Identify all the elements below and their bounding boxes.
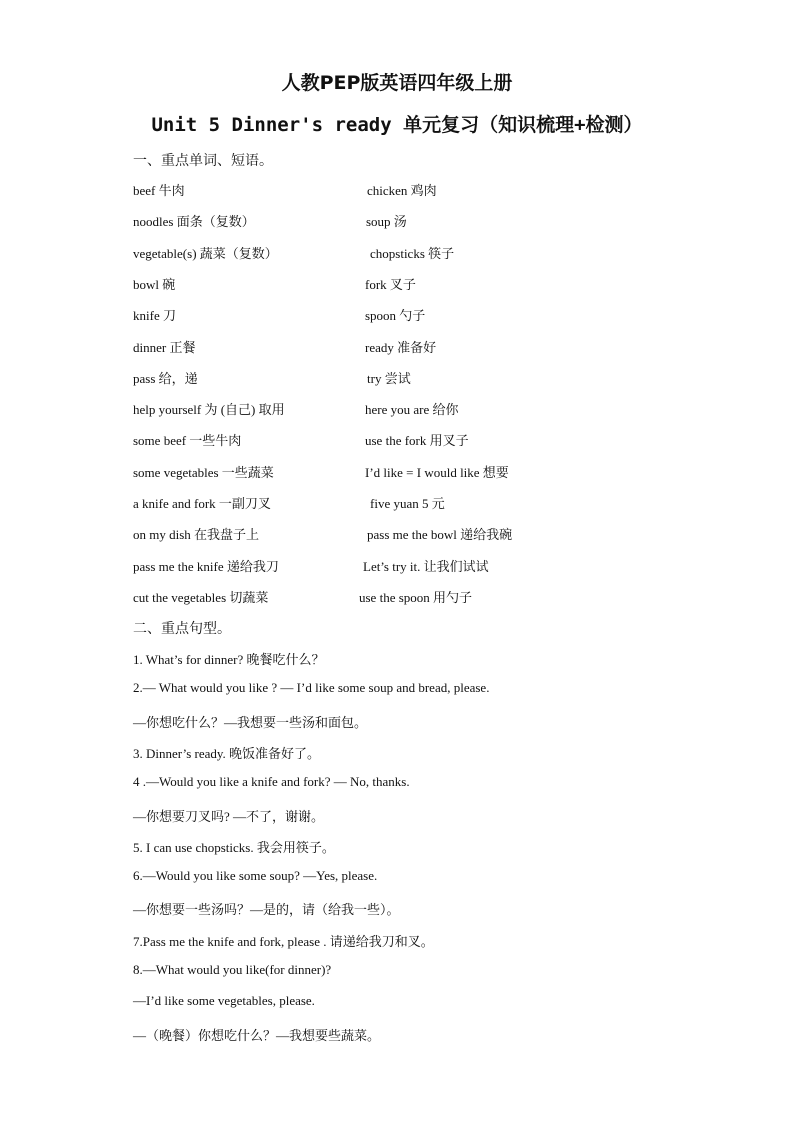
vocab-term-left: pass 给，递 (133, 370, 198, 386)
vocab-term-left: pass me the knife 递给我刀 (133, 558, 279, 574)
vocab-term-right: I’d like = I would like 想要 (365, 464, 509, 480)
document-title: 人教PEP版英语四年级上册 (281, 72, 513, 94)
vocab-row (0, 462, 794, 482)
sentence-line: —你想要刀叉吗? —不了，谢谢。 (133, 808, 325, 824)
vocab-term-right: soup 汤 (366, 214, 407, 230)
vocab-term-left: a knife and fork 一副刀叉 (133, 496, 271, 511)
vocab-term-left: some beef 一些牛肉 (133, 433, 242, 449)
sentence-line: 7.Pass me the knife and fork, please . 请递给我刀和叉。 (133, 933, 434, 949)
vocab-row (0, 180, 794, 200)
vocab-term-right: five yuan 5 元 (370, 496, 445, 511)
vocab-row (0, 587, 794, 607)
document-subtitle: Unit 5 Dinner's ready 单元复习（知识梳理+检测） (151, 114, 643, 136)
vocab-term-right: here you are 给你 (365, 402, 459, 418)
vocab-term-right: ready 准备好 (365, 339, 437, 355)
sentence-line: 6.—Would you like some soup? —Yes, please. (133, 868, 378, 884)
vocab-row (0, 430, 794, 450)
vocab-term-right: try 尝试 (367, 370, 411, 386)
vocab-term-left: beef 牛肉 (133, 183, 185, 198)
vocab-term-left: knife 刀 (133, 308, 176, 324)
vocab-term-right: fork 叉子 (365, 276, 416, 292)
section-heading-sentences: 二、重点句型。 (133, 621, 231, 637)
vocab-term-right: pass me the bowl 递给我碗 (367, 527, 513, 543)
vocab-row (0, 493, 794, 513)
vocab-row (0, 368, 794, 388)
sentence-line: 3. Dinner’s ready. 晚饭准备好了。 (133, 745, 321, 761)
sentence-line: 8.—What would you like(for dinner)? (133, 962, 332, 977)
vocab-term-right: chicken 鸡肉 (367, 183, 437, 198)
sentence-line: 4 .—Would you like a knife and fork? — No, thanks. (133, 774, 410, 790)
vocab-term-left: some vegetables 一些蔬菜 (133, 464, 274, 480)
vocab-term-right: spoon 勺子 (365, 308, 426, 324)
vocab-term-left: vegetable(s) 蔬菜（复数） (133, 245, 278, 261)
vocab-term-right: Let’s try it. 让我们试试 (363, 558, 489, 574)
vocab-term-left: on my dish 在我盘子上 (133, 527, 260, 543)
sentence-line: —你想吃什么？—我想要一些汤和面包。 (133, 714, 368, 730)
vocab-row (0, 243, 794, 263)
vocab-row (0, 399, 794, 419)
vocab-term-right: use the fork 用叉子 (365, 433, 469, 449)
vocab-term-left: help yourself 为 (自己) 取用 (133, 402, 285, 418)
vocab-row (0, 211, 794, 231)
vocab-row (0, 305, 794, 325)
sentence-line: —（晚餐）你想吃什么？—我想要些蔬菜。 (133, 1027, 381, 1043)
sentence-line: 5. I can use chopsticks. 我会用筷子。 (133, 839, 335, 855)
sentence-line: —I’d like some vegetables, please. (133, 993, 315, 1009)
vocab-row (0, 337, 794, 357)
vocab-term-right: chopsticks 筷子 (370, 245, 455, 261)
vocab-term-left: bowl 碗 (133, 276, 176, 292)
vocab-term-left: dinner 正餐 (133, 339, 196, 355)
vocab-row (0, 524, 794, 544)
sentence-line: 2.— What would you like ? — I’d like some soup and bread, please. (133, 680, 490, 696)
vocab-term-left: cut the vegetables 切蔬菜 (133, 589, 269, 605)
vocab-term-right: use the spoon 用勺子 (359, 589, 473, 605)
sentence-line: 1. What’s for dinner? 晚餐吃什么？ (133, 652, 325, 667)
vocab-row (0, 556, 794, 576)
sentence-line: —你想要一些汤吗？—是的，请（给我一些）。 (133, 902, 400, 918)
vocab-row (0, 274, 794, 294)
section-heading-words: 一、重点单词、短语。 (133, 153, 273, 169)
vocab-term-left: noodles 面条（复数） (133, 214, 255, 230)
